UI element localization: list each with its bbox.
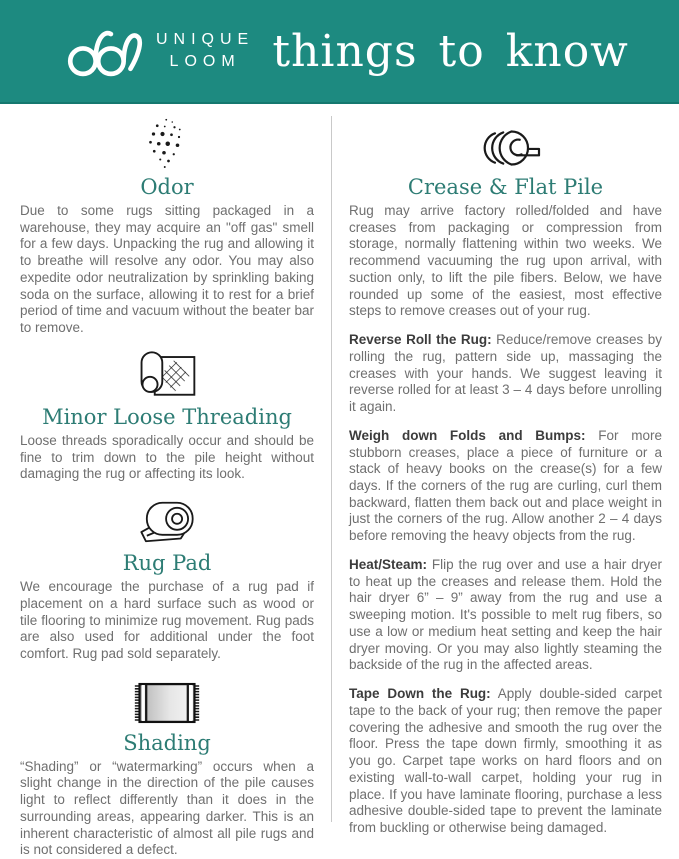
tip-text-tape-down: Apply double-sided carpet tape to the back of your rug; then remove the paper covering the adhesive and smooth the rug over the floor. Press the tape down firmly, smoothing it as you go. Carpet tape works on hard floors and on existing wall-to-wall carpet, holding your rug in place. If you have laminate flooring, purchase a less adhesive double-sided tape to prevent the laminate from buckling or otherwise being damaged. <box>349 686 662 835</box>
section-body-shading: “Shading” or “watermarking” occurs when a slight change in the direction of the pile causes light to reflect differently than it does in the surrounding areas, appearing darker. This is an inherent characteristic of almost all pile rugs and is not considered a defect. <box>20 758 314 858</box>
brand-name <box>156 29 254 72</box>
crease-icon-wrap <box>349 116 662 170</box>
tip-label-heat-steam: Heat/Steam: <box>349 556 428 572</box>
right-column <box>332 116 679 835</box>
tip-label-tape-down: Tape Down the Rug: <box>349 686 491 702</box>
odor-icon-wrap <box>20 116 314 170</box>
header <box>0 0 679 104</box>
section-body-rug-pad: We encourage the purchase of a rug pad if placement on a hard surface such as wood or tile flooring to minimize rug movement. Rug pads are also used for additional under the foot comfort. Rug pad sold separately. <box>20 579 314 662</box>
shading-icon-wrap <box>20 672 314 726</box>
rolled-rug-end-icon <box>466 126 546 170</box>
section-rug-pad <box>20 492 314 663</box>
tip-text-heat-steam: Flip the rug over and use a hair dryer to heat up the creases and release them. Hold the hair dryer 6” – 9” away from the rug and use a sweeping motion. It's possible to melt rug fibers, so use a low or medium heat setting and keep the hair dryer moving. Or you may also lightly steaming the backside of the rug in the affected areas. <box>349 556 662 673</box>
section-minor-loose-threading <box>20 346 314 483</box>
section-title-rug-pad: Rug Pad <box>122 551 212 576</box>
flat-rug-icon <box>132 680 202 726</box>
tip-label-reverse-roll: Reverse Roll the Rug: <box>349 332 492 348</box>
tip-reverse-roll <box>349 332 662 416</box>
section-title-threading: Minor Loose Threading <box>42 404 292 429</box>
section-title-shading: Shading <box>123 730 211 755</box>
left-column <box>0 116 332 858</box>
section-shading <box>20 672 314 859</box>
section-crease-flat-pile <box>349 116 662 320</box>
rug-pad-icon-wrap <box>20 492 314 546</box>
section-body-threading: Loose threads sporadically occur and should be fine to trim down to the pile height without damaging the rug or affecting its look. <box>20 432 314 482</box>
tip-heat-steam <box>349 557 662 674</box>
rug-pad-roll-icon <box>134 498 200 546</box>
odor-dots-icon <box>141 116 193 170</box>
tip-text-weigh-down: For more stubborn creases, place a piece of furniture or a stack of heavy books on the crease(s) for a few days. If the corners of the rug are curling, curl them backward, flatten them back out and place weight in just the corners of the rug. Allow another 2 – 4 days before removing the heavy objects from the rug. <box>349 427 662 544</box>
unique-loom-logo-icon <box>66 22 144 80</box>
brand-line-1: UNIQUE <box>156 31 255 49</box>
rolled-rug-mesh-icon <box>134 348 200 400</box>
brand <box>66 22 254 80</box>
brand-line-2: LOOM <box>169 53 241 70</box>
section-odor <box>20 116 314 337</box>
section-title-crease: Crease & Flat Pile <box>407 175 604 199</box>
content <box>0 104 679 858</box>
section-title-odor: Odor <box>140 175 194 199</box>
tip-weigh-down <box>349 428 662 545</box>
tip-label-weigh-down: Weigh down Folds and Bumps: <box>349 427 586 443</box>
page-title: things to know <box>272 25 629 77</box>
tip-tape-down <box>349 686 662 837</box>
tip-text-reverse-roll: Reduce/remove creases by rolling the rug, pattern side up, massaging the creases with your hands. We suggest leaving it reverse rolled for at least 3 – 4 days before unrolling it again. <box>349 332 662 415</box>
section-body-odor: Due to some rugs sitting packaged in a warehouse, they may acquire an "off gas" smell for a few days. Unpacking the rug and allowing it to breathe will resolve any odor. You may also expedite odor neutralization by sprinkling baking soda on the surface, allowing it to rest for a brief period of time and vacuum without the beater bar to remove. <box>20 203 314 336</box>
threading-icon-wrap <box>20 346 314 400</box>
section-body-crease: Rug may arrive factory rolled/folded and have creases from packaging or compression from storage, normally flattening within two weeks. We recommend vacuuming the rug upon arrival, with suction only, to lift the pile fibers. Below, we have rounded up some of the easiest, most effective steps to remove creases out of your rug. <box>349 203 662 319</box>
